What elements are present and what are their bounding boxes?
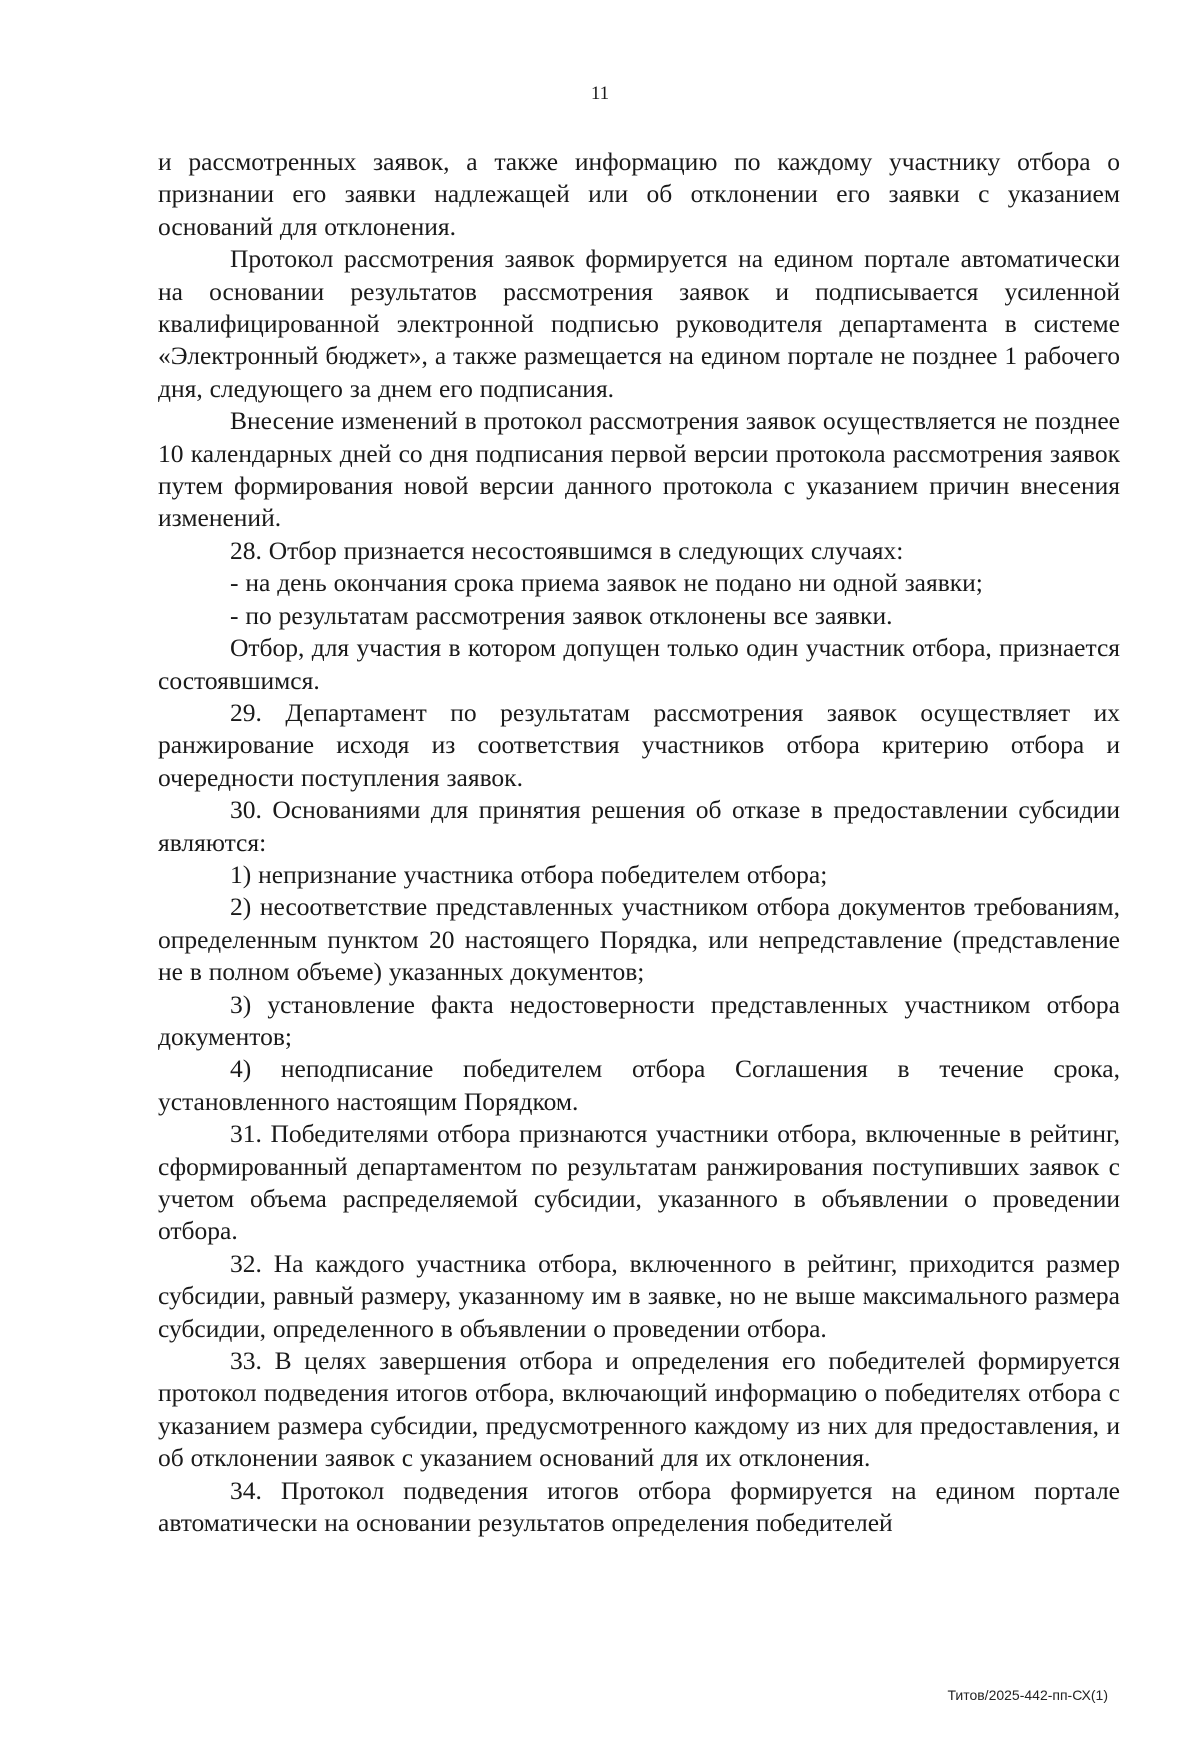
list-item: 4) неподписание победителем отбора Соглашения в течение срока, установленного настоящим Порядком. xyxy=(158,1054,1120,1116)
clause-29: 29. Департамент по результатам рассмотрения заявок осуществляет их ранжирование исходя из соответствия участников отбора критерию отбора и очередности поступления заявок. xyxy=(158,697,1120,792)
clause-34: 34. Протокол подведения итогов отбора формируется на едином портале автоматически на основании результатов определения победителей xyxy=(158,1475,1120,1538)
paragraph: Протокол рассмотрения заявок формируется на едином портале автоматически на основании результатов рассмотрения заявок и подписывается усиленной квалифицированной электронной подписью руководителя департамента в системе «Электронный бюджет», а также размещается на едином портале не позднее 1 рабочего дня, следующего за днем его подписания. xyxy=(158,244,1120,403)
document-reference: Титов/2025-442-пп-СХ(1) xyxy=(947,1687,1108,1703)
clause-33: 33. В целях завершения отбора и определения его победителей формируется протокол подведения итогов отбора, включающий информацию о победителях отбора с указанием размера субсидии, предусмотренного каждому из них для предоставления, и об отклонении заявок с указанием оснований для их отклонения. xyxy=(158,1346,1120,1473)
paragraph: Внесение изменений в протокол рассмотрения заявок осуществляется не позднее 10 календарных дней со дня подписания первой версии протокола рассмотрения заявок путем формирования новой версии данного протокола с указанием причин внесения изменений. xyxy=(158,406,1120,533)
page-number: 11 xyxy=(590,83,610,104)
paragraph: и рассмотренных заявок, а также информацию по каждому участнику отбора о признании его заявки надлежащей или об отклонении его заявки с указанием оснований для отклонения. xyxy=(158,147,1120,241)
paragraph: Отбор, для участия в котором допущен только один участник отбора, признается состоявшимся. xyxy=(158,633,1120,695)
clause-32: 32. На каждого участника отбора, включенного в рейтинг, приходится размер субсидии, равный размеру, указанному им в заявке, но не выше максимального размера субсидии, определенного в объявлении о проведении отбора. xyxy=(158,1248,1120,1343)
list-item: 3) установление факта недостоверности представленных участником отбора документов; xyxy=(158,989,1120,1051)
clause-31: 31. Победителями отбора признаются участники отбора, включенные в рейтинг, сформированный департаментом по результатам ранжирования поступивших заявок с учетом объема распределяемой субсидии, указанного в объявлении о проведении отбора. xyxy=(158,1119,1120,1246)
list-item: 2) несоответствие представленных участником отбора документов требованиям, определенным пунктом 20 настоящего Порядка, или непредставление (представление не в полном объеме) указанных документов; xyxy=(158,892,1120,987)
document-body xyxy=(158,146,1120,1539)
clause-30: 30. Основаниями для принятия решения об отказе в предоставлении субсидии являются: xyxy=(158,795,1120,857)
list-item: 1) непризнание участника отбора победителем отбора; xyxy=(230,859,828,889)
list-item: - на день окончания срока приема заявок не подано ни одной заявки; xyxy=(230,568,983,598)
list-item: - по результатам рассмотрения заявок отклонены все заявки. xyxy=(230,600,893,630)
clause-28: 28. Отбор признается несостоявшимся в следующих случаях: xyxy=(230,535,904,565)
